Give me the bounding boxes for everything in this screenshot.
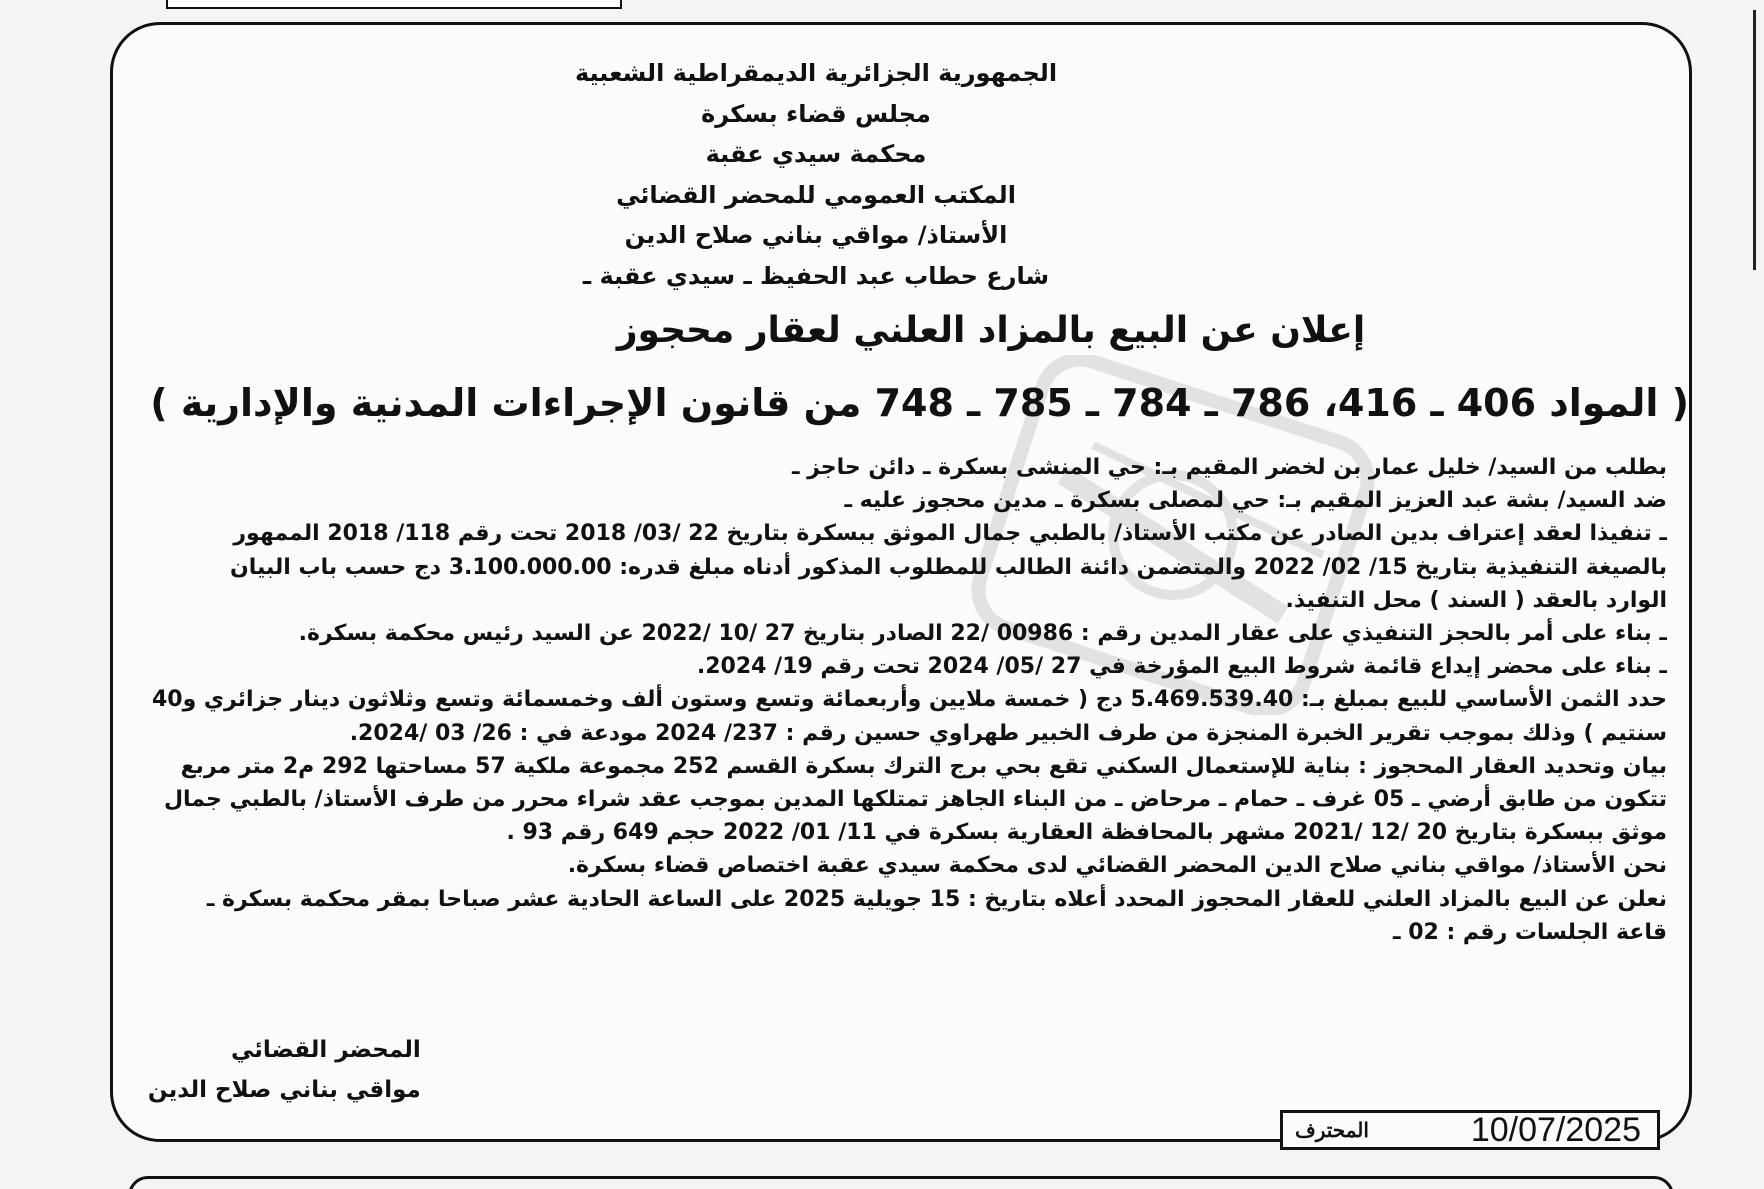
body-line: ـ بناء على محضر إيداع قائمة شروط البيع المؤرخة في 27 /05/ 2024 تحت رقم 19/ 2024. xyxy=(696,654,1667,680)
body-line: بالصيغة التنفيذية بتاريخ 15/ 02/ 2022 والمتضمن دائنة الطالب للمطلوب المذكور أدناه مبلغ قدره: 3.100.000.00 دج حسب باب البيان xyxy=(230,554,1667,580)
auction-notice xyxy=(110,22,1692,1142)
body-line: نعلن عن البيع بالمزاد العلني للعقار المحجوز المحدد أعلاه بتاريخ : 15 جويلية 2025 على الساعة الحادية عشر صباحا بمقر محكمة بسكرة ـ xyxy=(206,886,1667,912)
page-edge-line xyxy=(1753,10,1756,270)
header-line: مجلس قضاء بسكرة xyxy=(701,99,931,128)
signature-title: المحضر القضائي xyxy=(231,1037,421,1063)
newspaper-logo: المحترف xyxy=(1295,1118,1369,1142)
body-line: سنتيم ) وذلك بموجب تقرير الخبرة المنجزة من طرف الخبير طهراوي حسين رقم : 237/ 2024 مودعة في : 26/ 03 /2024. xyxy=(349,720,1667,746)
body-line: نحن الأستاذ/ مواقي بناني صلاح الدين المحضر القضائي لدى محكمة سيدي عقبة اختصاص قضاء بسكرة. xyxy=(567,853,1667,879)
header-line: المكتب العمومي للمحضر القضائي xyxy=(616,180,1016,209)
court-header xyxy=(113,53,1689,296)
next-notice-edge xyxy=(128,1176,1674,1189)
body-line: الوارد بالعقد ( السند ) محل التنفيذ. xyxy=(1285,587,1667,613)
previous-notice-edge xyxy=(166,0,622,9)
header-line: محكمة سيدي عقبة xyxy=(705,140,927,168)
body-line: قاعة الجلسات رقم : 02 ـ xyxy=(1393,919,1667,945)
legal-articles-subtitle: ( المواد 406 ـ 416، 786 ـ 784 ـ 785 ـ 748 من قانون الإجراءات المدنية والإدارية ) xyxy=(150,381,1689,425)
header-line: الأستاذ/ مواقي بناني صلاح الدين xyxy=(624,221,1008,249)
body-line: بطلب من السيد/ خليل عمار بن لخضر المقيم بـ: حي المنشى بسكرة ـ دائن حاجز ـ xyxy=(791,455,1667,480)
publication-stamp xyxy=(1280,1110,1660,1150)
body-line: ـ بناء على أمر بالحجز التنفيذي على عقار المدين رقم : 00986 /22 الصادر بتاريخ 27 /10 /2022 عن السيد رئيس محكمة بسكرة. xyxy=(298,621,1667,647)
body-line: موثق ببسكرة بتاريخ 20 /12 /2021 مشهر بالمحافظة العقارية بسكرة في 11/ 01/ 2022 حجم 649 رقم 93 . xyxy=(506,820,1667,846)
header-line: الجمهورية الجزائرية الديمقراطية الشعبية xyxy=(574,59,1058,87)
body-line: بيان وتحديد العقار المحجوز : بناية للإستعمال السكني تقع بحي برج الترك بسكرة القسم 252 مجموعة ملكية 57 مساحتها 292 م2 متر مربع xyxy=(180,753,1667,779)
body-line: حدد الثمن الأساسي للبيع بمبلغ بـ: 5.469.539.40 دج ( خمسة ملايين وأربعمائة وتسع وستون ألف وخمسمائة وتسع وثلاثون دينار جزائري و40 xyxy=(151,687,1667,713)
publication-date: 10/07/2025 xyxy=(1470,1110,1641,1149)
notice-body xyxy=(131,451,1667,949)
header-line: شارع حطاب عبد الحفيظ ـ سيدي عقبة ـ xyxy=(582,261,1050,290)
body-line: ـ تنفيذا لعقد إعتراف بدين الصادر عن مكتب الأستاذ/ بالطبي جمال الموثق ببسكرة بتاريخ 22 /03/ 2018 تحت رقم 118/ 2018 الممهور xyxy=(233,521,1667,547)
signature-name: مواقي بناني صلاح الدين xyxy=(147,1077,421,1103)
body-line: تتكون من طابق أرضي ـ 05 غرف ـ حمام ـ مرحاض ـ من البناء الجاهز تمتلكها المدين بموجب عقد شراء محرر من طرف الأستاذ/ بالطبي جمال xyxy=(163,787,1667,813)
body-line: ضد السيد/ بشة عبد العزيز المقيم بـ: حي لمصلى بسكرة ـ مدين محجوز عليه ـ xyxy=(844,488,1667,514)
signature xyxy=(145,1030,421,1110)
notice-title: إعلان عن البيع بالمزاد العلني لعقار محجوز xyxy=(616,310,1366,351)
